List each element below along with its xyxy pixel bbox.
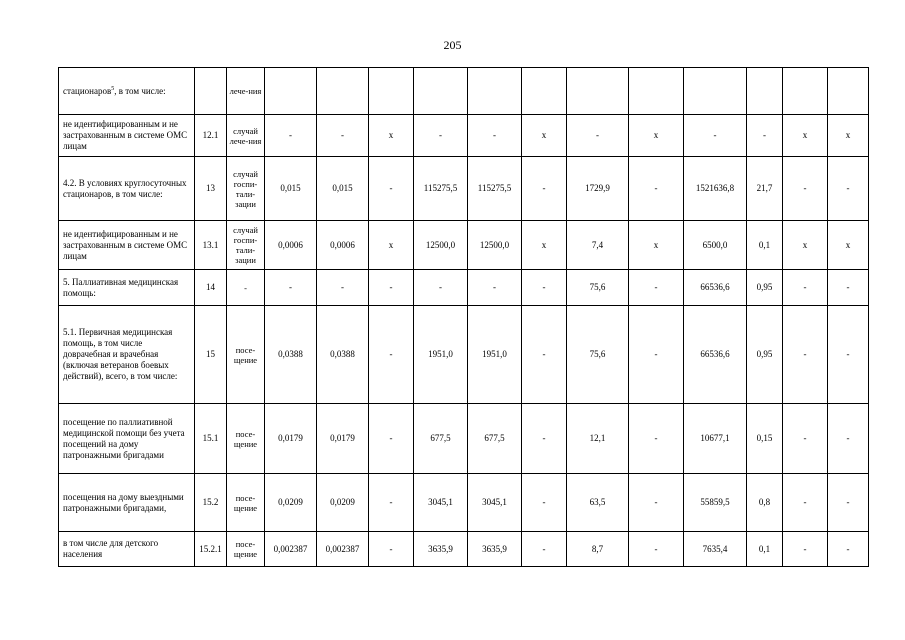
table-cell: 0,0209 — [317, 474, 369, 532]
table-cell: x — [783, 221, 828, 270]
table-cell: x — [828, 115, 869, 157]
table-cell: 3045,1 — [414, 474, 468, 532]
table-cell: - — [629, 404, 684, 474]
table-cell: 10677,1 — [684, 404, 747, 474]
table-cell: - — [414, 270, 468, 306]
table-cell: - — [828, 532, 869, 567]
table-cell: - — [522, 474, 567, 532]
table-cell: - — [468, 115, 522, 157]
table-cell: 12,1 — [567, 404, 629, 474]
table-row — [59, 474, 869, 532]
table-row — [59, 221, 869, 270]
table-row — [59, 157, 869, 221]
table-cell: 21,7 — [747, 157, 783, 221]
table-cell: 0,0179 — [317, 404, 369, 474]
table-cell — [317, 68, 369, 115]
table-cell: - — [783, 474, 828, 532]
table-row — [59, 306, 869, 404]
table-cell: - — [629, 532, 684, 567]
table-cell: - — [629, 474, 684, 532]
table-cell: - — [783, 404, 828, 474]
table-cell: - — [522, 404, 567, 474]
row-name: в том числе для детского населения — [59, 532, 195, 567]
table-cell — [369, 68, 414, 115]
row-unit: посе-щение — [227, 532, 265, 567]
table-cell: 0,0388 — [317, 306, 369, 404]
table-row — [59, 115, 869, 157]
table-cell: 0,0209 — [265, 474, 317, 532]
table-cell: 0,0006 — [265, 221, 317, 270]
table-cell: - — [522, 306, 567, 404]
table-cell: 1951,0 — [414, 306, 468, 404]
table-cell: 0,15 — [747, 404, 783, 474]
table-cell: x — [369, 115, 414, 157]
table-cell: 115275,5 — [414, 157, 468, 221]
table-cell: - — [369, 404, 414, 474]
row-code: 15 — [195, 306, 227, 404]
table-cell: 1951,0 — [468, 306, 522, 404]
table-cell: 677,5 — [468, 404, 522, 474]
footnote-mark: 5 — [111, 85, 115, 92]
row-name: не идентифицированным и не застрахованным в системе ОМС лицам — [59, 115, 195, 157]
table-cell: - — [414, 115, 468, 157]
row-code: 14 — [195, 270, 227, 306]
table-cell — [265, 68, 317, 115]
table-cell: 115275,5 — [468, 157, 522, 221]
row-unit: случай госпи-тали-зации — [227, 221, 265, 270]
row-name: посещение по паллиативной медицинской помощи без учета посещений на дому патронажными бригадами — [59, 404, 195, 474]
table-cell: x — [828, 221, 869, 270]
table-cell: - — [828, 306, 869, 404]
row-name: 5. Паллиативная медицинская помощь: — [59, 270, 195, 306]
table-cell: - — [317, 115, 369, 157]
table-cell: x — [629, 115, 684, 157]
table-cell: 0,002387 — [265, 532, 317, 567]
row-unit: посе-щение — [227, 404, 265, 474]
table-cell: x — [522, 221, 567, 270]
table-cell: - — [369, 306, 414, 404]
table-cell — [747, 68, 783, 115]
table-cell: 0,002387 — [317, 532, 369, 567]
data-table — [58, 67, 869, 567]
table-cell: 55859,5 — [684, 474, 747, 532]
table-cell — [629, 68, 684, 115]
table-cell — [567, 68, 629, 115]
row-code: 13.1 — [195, 221, 227, 270]
table-cell: - — [369, 532, 414, 567]
table-cell: - — [828, 270, 869, 306]
table-cell: - — [783, 306, 828, 404]
table-cell: - — [684, 115, 747, 157]
row-code: 12.1 — [195, 115, 227, 157]
table-cell: - — [468, 270, 522, 306]
row-name: стационаров$^5$, в том числе: — [59, 68, 195, 115]
table-cell: 0,95 — [747, 270, 783, 306]
table-cell: - — [522, 270, 567, 306]
table-cell: - — [629, 157, 684, 221]
table-cell: 0,1 — [747, 221, 783, 270]
row-unit: посе-щение — [227, 306, 265, 404]
table-cell: 677,5 — [414, 404, 468, 474]
row-unit: случай госпи-тали-зации — [227, 157, 265, 221]
table-cell: - — [783, 532, 828, 567]
row-name: посещения на дому выездными патронажными бригадами, — [59, 474, 195, 532]
table-cell: - — [522, 532, 567, 567]
table-cell: 1729,9 — [567, 157, 629, 221]
page-number: 205 — [443, 38, 462, 52]
table-cell: - — [828, 474, 869, 532]
table-cell: - — [265, 115, 317, 157]
table-cell: 66536,6 — [684, 270, 747, 306]
table-cell: - — [369, 157, 414, 221]
table-cell: - — [265, 270, 317, 306]
row-unit: - — [227, 270, 265, 306]
row-name: 4.2. В условиях круглосуточных стационаров, в том числе: — [59, 157, 195, 221]
row-code: 15.2.1 — [195, 532, 227, 567]
table-cell: - — [369, 474, 414, 532]
row-code: 15.1 — [195, 404, 227, 474]
table-cell: 75,6 — [567, 270, 629, 306]
table-cell: 63,5 — [567, 474, 629, 532]
table-cell: 0,015 — [265, 157, 317, 221]
row-unit: посе-щение — [227, 474, 265, 532]
table-row — [59, 404, 869, 474]
table-cell — [684, 68, 747, 115]
table-cell: 7,4 — [567, 221, 629, 270]
table-cell: - — [629, 306, 684, 404]
table-cell: 3635,9 — [414, 532, 468, 567]
row-code: 15.2 — [195, 474, 227, 532]
table-cell: 0,0179 — [265, 404, 317, 474]
table-cell: - — [629, 270, 684, 306]
table-cell: - — [747, 115, 783, 157]
table-cell — [414, 68, 468, 115]
table-cell: 12500,0 — [414, 221, 468, 270]
table-cell: 8,7 — [567, 532, 629, 567]
table-cell — [468, 68, 522, 115]
table-cell: - — [567, 115, 629, 157]
table-cell: - — [783, 270, 828, 306]
table-cell: 0,0006 — [317, 221, 369, 270]
table-cell: 0,95 — [747, 306, 783, 404]
table-cell: 3635,9 — [468, 532, 522, 567]
table-cell — [783, 68, 828, 115]
table-cell: - — [828, 157, 869, 221]
table-cell — [522, 68, 567, 115]
table-cell — [828, 68, 869, 115]
row-unit: лече-ния — [227, 68, 265, 115]
table-cell: 1521636,8 — [684, 157, 747, 221]
table-cell: - — [522, 157, 567, 221]
table-cell: x — [783, 115, 828, 157]
table-cell: 0,8 — [747, 474, 783, 532]
table-cell: - — [317, 270, 369, 306]
table-row — [59, 270, 869, 306]
table-row — [59, 532, 869, 567]
table-row — [59, 68, 869, 115]
table-cell: - — [783, 157, 828, 221]
table-cell: 75,6 — [567, 306, 629, 404]
table-cell: x — [369, 221, 414, 270]
table-cell: x — [522, 115, 567, 157]
table-cell: 0,1 — [747, 532, 783, 567]
table-cell: 0,015 — [317, 157, 369, 221]
row-code: 13 — [195, 157, 227, 221]
table-cell: 7635,4 — [684, 532, 747, 567]
row-name: 5.1. Первичная медицинская помощь, в том числе доврачебная и врачебная (включая ветеранов боевых действий), всего, в том числе: — [59, 306, 195, 404]
table-cell: 3045,1 — [468, 474, 522, 532]
table-cell: x — [629, 221, 684, 270]
table-cell: - — [369, 270, 414, 306]
table-cell: - — [828, 404, 869, 474]
row-code — [195, 68, 227, 115]
table-cell: 66536,6 — [684, 306, 747, 404]
row-name: не идентифицированным и не застрахованным в системе ОМС лицам — [59, 221, 195, 270]
table-cell: 6500,0 — [684, 221, 747, 270]
table-cell: 0,0388 — [265, 306, 317, 404]
table-cell: 12500,0 — [468, 221, 522, 270]
row-unit: случай лече-ния — [227, 115, 265, 157]
